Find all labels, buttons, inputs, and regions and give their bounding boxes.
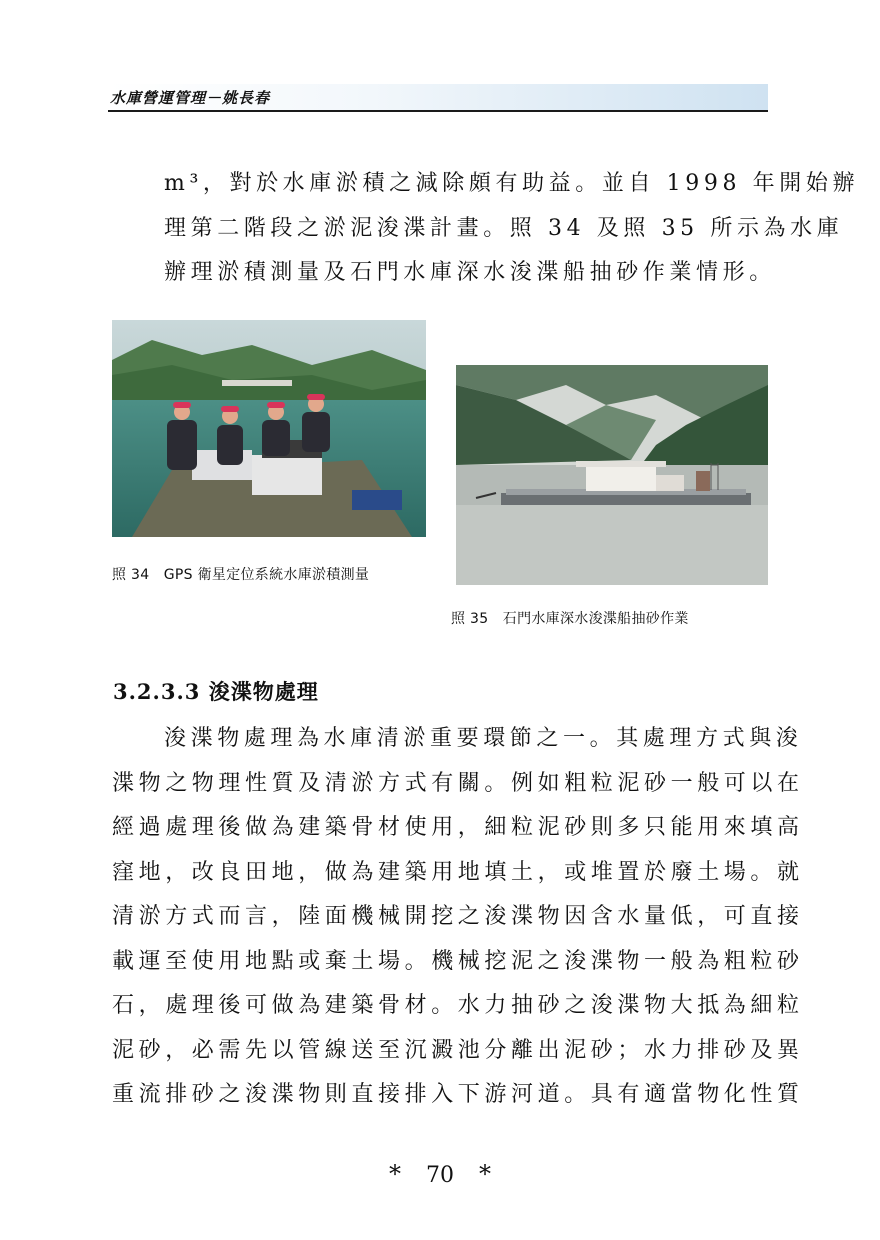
paragraph-2 [112, 717, 804, 1118]
page-footer [0, 1160, 880, 1188]
page-number: 70 [426, 1163, 454, 1188]
paragraph-line: 經過處理後做為建築骨材使用，細粒泥砂則多只能用來填高 [112, 815, 804, 840]
photo-34-caption: 照 34 GPS 衛星定位系統水庫淤積測量 [112, 567, 370, 583]
photo-34-image [112, 320, 426, 537]
paragraph-line: 載運至使用地點或棄土場。機械挖泥之浚渫物一般為粗粒砂 [112, 948, 804, 974]
paragraph-line: 泥砂，必需先以管線送至沉澱池分離出泥砂；水力排砂及異 [112, 1037, 804, 1063]
paragraph-line: 理第二階段之淤泥浚渫計畫。照 34 及照 35 所示為水庫 [164, 215, 844, 241]
footer-star-left: * [389, 1160, 401, 1188]
paragraph-line: 浚渫物處理為水庫清淤重要環節之一。其處理方式與浚 [164, 726, 803, 751]
paragraph-line: 石，處理後可做為建築骨材。水力抽砂之浚渫物大抵為細粒 [112, 993, 804, 1018]
paragraph-line: 重流排砂之浚渫物則直接排入下游河道。具有適當物化性質 [112, 1082, 804, 1107]
photo-34-gps-survey [112, 320, 426, 537]
paragraph-1 [112, 162, 860, 296]
paragraph-line: 清淤方式而言，陸面機械開挖之浚渫物因含水量低，可直接 [112, 904, 804, 929]
photo-35-dredging-ship [456, 365, 768, 585]
paragraph-line: 窪地，改良田地，做為建築用地填土，或堆置於廢土場。就 [112, 859, 804, 885]
footer-star-right: * [479, 1160, 491, 1188]
section-heading: 3.2.3.3 浚渫物處理 [113, 679, 319, 704]
photo-35-image [456, 365, 768, 585]
running-header-title: 水庫營運管理－姚長春 [110, 89, 271, 107]
photo-35-caption: 照 35 石門水庫深水浚渫船抽砂作業 [451, 611, 689, 627]
paragraph-line: 辦理淤積測量及石門水庫深水浚渫船抽砂作業情形。 [164, 260, 776, 285]
paragraph-line: m³，對於水庫淤積之減除頗有助益。並自 1998 年開始辦 [164, 171, 860, 196]
paragraph-line: 渫物之物理性質及清淤方式有關。例如粗粒泥砂一般可以在 [112, 770, 804, 796]
